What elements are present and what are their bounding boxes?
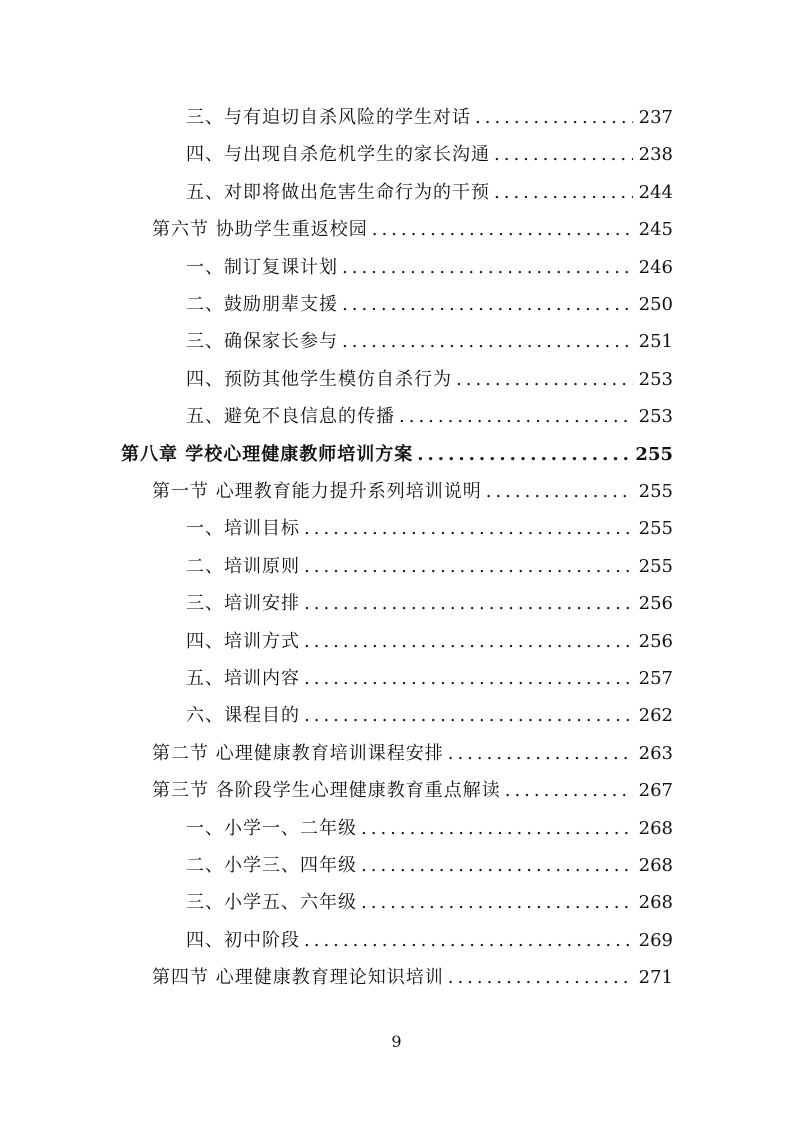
toc-dot-leader — [448, 742, 633, 766]
toc-entry-page-number: 256 — [638, 630, 673, 652]
toc-entry-item[interactable] — [186, 250, 673, 280]
toc-entry-item[interactable] — [186, 885, 673, 915]
toc-entry-item[interactable] — [186, 549, 673, 579]
toc-entry-title: 三、培训安排 — [186, 593, 300, 615]
toc-entry-page-number: 245 — [638, 219, 673, 241]
toc-entry-item[interactable] — [186, 362, 673, 392]
toc-entry-page-number: 256 — [638, 593, 673, 615]
toc-entry-item[interactable] — [186, 624, 673, 654]
toc-entry-item[interactable] — [186, 923, 673, 953]
toc-dot-leader — [342, 293, 633, 317]
toc-entry-page-number: 263 — [638, 742, 673, 764]
toc-entry-page-number: 246 — [638, 256, 673, 278]
toc-entry-chapter[interactable] — [121, 437, 673, 467]
toc-entry-title: 三、确保家长参与 — [186, 331, 338, 353]
toc-entry-page-number: 268 — [638, 817, 673, 839]
page-number: 9 — [391, 1032, 402, 1051]
toc-entry-page-number: 271 — [638, 967, 673, 989]
toc-entry-title: 第四节 心理健康教育理论知识培训 — [152, 967, 444, 989]
toc-entry-section[interactable] — [152, 474, 673, 504]
toc-entry-title: 第六节 协助学生重返校园 — [152, 219, 368, 241]
toc-dot-leader — [304, 592, 633, 616]
toc-entry-page-number: 250 — [638, 294, 673, 315]
toc-entry-item[interactable] — [186, 698, 673, 728]
toc-entry-title: 三、与有迫切自杀风险的学生对话 — [186, 107, 471, 128]
toc-entry-title: 一、小学一、二年级 — [186, 817, 357, 839]
toc-entry-title: 五、培训内容 — [186, 668, 300, 689]
toc-dot-leader — [304, 630, 633, 654]
toc-dot-leader — [494, 181, 633, 205]
toc-entry-title: 二、培训原则 — [186, 555, 300, 577]
toc-entry-item[interactable] — [186, 175, 673, 205]
toc-entry-page-number: 251 — [638, 331, 673, 353]
toc-entry-page-number: 268 — [638, 892, 673, 914]
toc-entry-section[interactable] — [152, 212, 673, 242]
toc-entry-title: 二、鼓励朋辈支援 — [186, 294, 338, 315]
toc-entry-page-number: 269 — [638, 929, 673, 951]
toc-entry-title: 四、初中阶段 — [186, 929, 300, 951]
toc-entry-item[interactable] — [186, 399, 673, 429]
toc-entry-section[interactable] — [152, 960, 673, 990]
toc-entry-page-number: 262 — [638, 705, 673, 727]
toc-entry-page-number: 255 — [638, 555, 673, 577]
toc-entry-item[interactable] — [186, 811, 673, 841]
toc-entry-page-number: 244 — [638, 181, 673, 203]
toc-dot-leader — [372, 218, 633, 242]
toc-entry-item[interactable] — [186, 137, 673, 167]
toc-dot-leader — [361, 854, 633, 878]
toc-entry-item[interactable] — [186, 287, 673, 317]
toc-dot-leader — [456, 368, 633, 392]
toc-dot-leader — [304, 555, 633, 579]
toc-dot-leader — [304, 704, 633, 728]
toc-entry-page-number: 255 — [638, 481, 673, 502]
toc-dot-leader — [448, 966, 633, 990]
toc-entry-item[interactable] — [186, 511, 673, 541]
toc-dot-leader — [486, 480, 633, 504]
toc-entry-title: 三、小学五、六年级 — [186, 892, 357, 914]
toc-entry-page-number: 255 — [638, 518, 673, 540]
toc-entry-page-number: 238 — [638, 144, 673, 166]
toc-entry-item[interactable] — [186, 324, 673, 354]
toc-entry-title: 六、课程目的 — [186, 705, 300, 727]
toc-entry-page-number: 255 — [635, 443, 673, 465]
toc-dot-leader — [361, 891, 633, 915]
toc-entry-title: 第一节 心理教育能力提升系列培训说明 — [152, 481, 482, 502]
toc-entry-title: 第八章 学校心理健康教师培训方案 — [121, 443, 414, 465]
toc-entry-item[interactable] — [186, 848, 673, 878]
toc-entry-title: 一、制订复课计划 — [186, 256, 338, 278]
toc-entry-title: 一、培训目标 — [186, 518, 300, 540]
toc-dot-leader — [399, 405, 633, 429]
toc-entry-title: 二、小学三、四年级 — [186, 855, 357, 876]
toc-entry-page-number: 237 — [638, 107, 673, 128]
toc-dot-leader — [342, 256, 633, 280]
toc-entry-item[interactable] — [186, 661, 673, 691]
toc-entry-page-number: 257 — [638, 668, 673, 689]
toc-dot-leader — [304, 929, 633, 953]
toc-dot-leader — [361, 817, 633, 841]
toc-entry-page-number: 268 — [638, 855, 673, 876]
toc-dot-leader — [494, 143, 633, 167]
toc-entry-title: 四、预防其他学生模仿自杀行为 — [186, 368, 452, 390]
toc-entry-title: 五、避免不良信息的传播 — [186, 406, 395, 428]
toc-entry-title: 四、与出现自杀危机学生的家长沟通 — [186, 144, 490, 166]
toc-entry-title: 第二节 心理健康教育培训课程安排 — [152, 742, 444, 764]
toc-entry-title: 五、对即将做出危害生命行为的干预 — [186, 181, 490, 203]
toc-dot-leader — [505, 779, 633, 803]
toc-dot-leader — [342, 330, 633, 354]
toc-entry-title: 四、培训方式 — [186, 630, 300, 652]
toc-entry-title: 第三节 各阶段学生心理健康教育重点解读 — [152, 780, 501, 802]
toc-dot-leader — [304, 667, 633, 691]
toc-entry-item[interactable] — [186, 586, 673, 616]
toc-dot-leader — [304, 517, 633, 541]
toc-entry-section[interactable] — [152, 773, 673, 803]
toc-dot-leader — [475, 106, 633, 130]
toc-entry-section[interactable] — [152, 736, 673, 766]
toc-entry-page-number: 253 — [638, 368, 673, 390]
toc-entry-page-number: 267 — [638, 780, 673, 802]
toc-entry-page-number: 253 — [638, 406, 673, 428]
toc-dot-leader — [417, 443, 629, 467]
toc-entry-item[interactable] — [186, 100, 673, 130]
